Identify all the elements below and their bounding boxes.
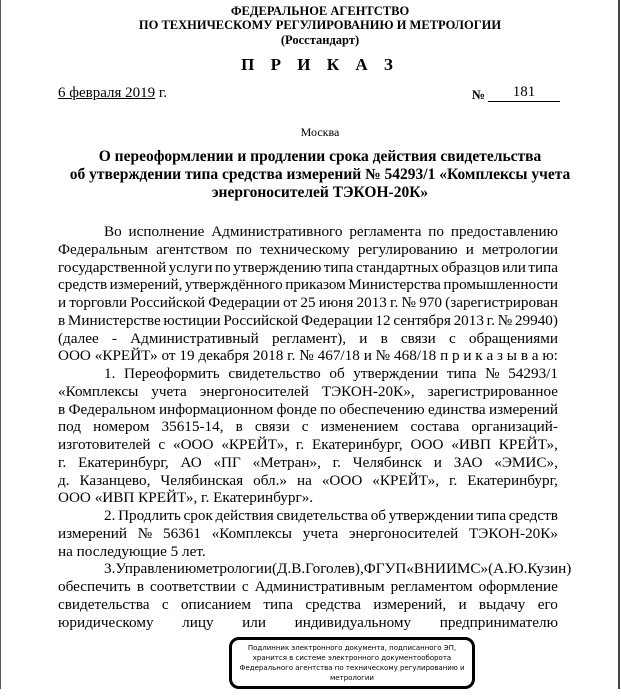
body-word: средств xyxy=(58,276,108,294)
body-word: «КРЕЙТ» xyxy=(94,347,158,365)
body-word: декабря xyxy=(198,347,250,365)
body-word: исполнение xyxy=(128,223,205,240)
body-word: с xyxy=(158,436,166,453)
body-word: г. xyxy=(332,453,341,471)
body-word: измерений xyxy=(489,400,558,418)
body-word: лицу xyxy=(182,613,214,631)
body-word: 2013 xyxy=(356,294,387,311)
body-word: свидетельства xyxy=(58,595,150,613)
body-word: учета xyxy=(151,382,187,400)
stamp-text-line4: метрологии xyxy=(330,674,374,683)
body-word: г. xyxy=(287,347,296,365)
body-line xyxy=(58,525,558,543)
body-word: приказом xyxy=(285,276,346,294)
body-word: изготовителей xyxy=(58,436,151,453)
order-date-value: 6 февраля 2019 xyxy=(58,85,156,101)
body-word: от xyxy=(161,347,176,365)
page-right-edge xyxy=(618,0,620,689)
body-word: «Комплексы xyxy=(58,382,139,400)
body-word: утверждённого xyxy=(184,276,283,294)
body-word: срок xyxy=(183,507,213,524)
body-word: и xyxy=(458,595,467,613)
body-word: ООО xyxy=(410,436,444,453)
body-word: типа xyxy=(528,258,558,276)
body-word: ФГУП xyxy=(363,560,407,578)
body-word: и xyxy=(433,453,442,471)
body-word: по xyxy=(428,223,445,240)
body-word: зарегистрированное xyxy=(427,382,558,400)
body-word: № xyxy=(485,365,500,382)
body-word: метрологии xyxy=(482,240,558,258)
body-word: средства xyxy=(305,595,362,613)
body-word: в xyxy=(136,578,144,595)
body-word: энергоносителей xyxy=(199,382,309,400)
body-word: г. xyxy=(390,294,399,311)
body-word: Челябинск xyxy=(352,453,423,471)
body-word: на xyxy=(296,471,312,489)
order-number: 181 xyxy=(488,84,560,102)
body-word: Административным xyxy=(254,578,385,595)
body-word: 2018 xyxy=(252,347,284,365)
body-word: № xyxy=(401,294,417,311)
body-word: АО xyxy=(180,453,202,471)
body-word: Продлить xyxy=(118,507,181,524)
body-line xyxy=(58,241,558,259)
body-word: «КРЕЙТ», xyxy=(372,471,439,489)
body-word: свидетельство xyxy=(228,365,321,382)
body-line xyxy=(58,312,558,330)
body-word: Федерации xyxy=(300,311,373,329)
body-word: № xyxy=(497,311,513,329)
stamp-text-line1: Подлинник электронного документа, подписанного ЭП, xyxy=(247,644,457,653)
body-word: учета xyxy=(302,524,339,542)
body-word: Федеральным xyxy=(58,240,148,258)
order-date-suffix: г. xyxy=(155,85,168,101)
body-word: 29940) xyxy=(514,311,558,329)
body-word: Казанцево, xyxy=(79,471,151,489)
body-word: 25 xyxy=(300,294,316,311)
body-word: с xyxy=(448,329,456,347)
body-word: Федеральном xyxy=(68,400,156,418)
body-word: метрологии xyxy=(196,560,272,578)
body-line xyxy=(58,347,558,365)
body-word: информационном xyxy=(158,400,274,418)
body-word: обращениями xyxy=(468,329,558,347)
body-word: энергоносителей xyxy=(349,524,459,542)
body-word: выдачу xyxy=(478,595,526,613)
body-word: ЗАО xyxy=(453,453,483,471)
order-title-line2: об утверждении типа средства измерений № 54293/1 «Комплексы учета xyxy=(69,166,571,183)
body-word: и xyxy=(465,240,474,258)
stamp-text-line3: Федерального агентства по техническому регулированию и xyxy=(239,664,465,673)
body-word: Переоформить xyxy=(123,365,220,382)
body-word: и xyxy=(58,294,67,311)
body-line xyxy=(58,578,558,596)
body-line xyxy=(58,560,572,578)
stamp-text-line2: хранится в системе электронного документооборота xyxy=(252,654,452,663)
body-word: утверждении xyxy=(353,365,439,382)
body-word: по xyxy=(236,240,252,258)
body-word: 1. xyxy=(104,365,116,382)
body-line xyxy=(58,259,558,277)
order-title-line1: О переоформлении и продлении срока действия свидетельства xyxy=(98,148,542,165)
body-word: (далее xyxy=(58,329,99,347)
body-word: обеспечить xyxy=(58,578,131,595)
body-word: № xyxy=(137,524,153,542)
body-word: Административного xyxy=(211,223,343,240)
body-word: (зарегистрирован xyxy=(445,294,558,311)
body-word: 2013 xyxy=(453,311,484,329)
body-word: от xyxy=(283,294,298,311)
body-word: юстиции xyxy=(163,311,221,329)
body-word: 2. xyxy=(104,507,116,524)
body-word: единства xyxy=(428,400,486,418)
body-word: ООО «ИВП КРЕЙТ», г. Екатеринбург». xyxy=(58,489,314,507)
body-word: Министерства xyxy=(348,276,441,294)
body-word: описанием xyxy=(180,595,252,613)
body-word: КРЕЙТ», xyxy=(498,436,558,453)
body-word: г. xyxy=(58,453,67,471)
body-word: предоставлению xyxy=(450,223,558,240)
body-word: «Комплексы xyxy=(211,524,292,542)
body-line xyxy=(58,418,558,436)
body-word: (А.Ю. xyxy=(488,560,528,578)
body-word: д. xyxy=(58,471,70,489)
body-word: регламент), xyxy=(271,329,347,347)
document-type-heading: П Р И К А З xyxy=(241,55,399,74)
body-word: «ООО xyxy=(321,471,363,489)
body-word: Екатеринбург, xyxy=(467,471,558,489)
body-word: об xyxy=(329,365,345,382)
body-word: 56361 xyxy=(162,524,201,542)
body-word: типа xyxy=(446,365,477,382)
body-word: ТЭКОН-20К», xyxy=(321,382,415,400)
body-word: 467/18 xyxy=(317,347,360,365)
body-word: индивидуальному xyxy=(294,613,412,631)
body-word: измерений xyxy=(58,524,127,542)
body-word: Кузин) xyxy=(527,560,572,578)
body-word: (Д.В. xyxy=(272,560,306,578)
body-word: по xyxy=(320,400,336,418)
body-line xyxy=(58,454,558,472)
order-body xyxy=(58,223,572,631)
body-word: типа xyxy=(323,258,354,276)
body-word: Гоголев), xyxy=(305,560,364,578)
body-word: «Метран», xyxy=(252,453,321,471)
body-word: г. xyxy=(486,311,495,329)
body-line xyxy=(58,596,558,614)
body-word: связи xyxy=(400,329,436,347)
body-word: измерений, xyxy=(109,276,183,294)
body-word: Челябинская xyxy=(160,471,244,489)
body-word: сентября xyxy=(393,311,451,329)
body-word: «КРЕЙТ», xyxy=(221,436,289,453)
body-word: обеспечению xyxy=(339,400,425,418)
body-word: в xyxy=(380,329,388,347)
body-word: его xyxy=(537,595,558,613)
body-word: - xyxy=(111,329,117,347)
electronic-signature-stamp xyxy=(229,637,475,689)
body-word: образцов xyxy=(441,258,500,276)
body-word: стандартных xyxy=(355,258,439,276)
body-word: с xyxy=(241,578,249,595)
body-line xyxy=(58,489,558,507)
body-line xyxy=(58,330,558,348)
body-word: Екатеринбург, xyxy=(312,436,403,453)
body-word: или xyxy=(242,613,266,631)
body-word: 3. xyxy=(104,560,116,578)
body-word: г. xyxy=(295,436,305,453)
body-word: г. xyxy=(448,471,458,489)
body-word: «ИВП xyxy=(451,436,491,453)
order-content xyxy=(58,0,572,689)
body-word: об xyxy=(370,507,387,524)
order-city: Москва xyxy=(300,125,340,139)
body-word: Управлению xyxy=(115,560,197,578)
body-word: 970 xyxy=(419,294,442,311)
body-word: Российской xyxy=(130,294,206,311)
body-word: фонде xyxy=(276,400,317,418)
body-word: под xyxy=(58,418,82,436)
body-word: типа xyxy=(476,507,507,524)
page-left-edge xyxy=(0,0,1,689)
body-word: утверждении xyxy=(388,507,474,524)
body-word: организаций- xyxy=(471,418,558,436)
body-word: 35615-14, xyxy=(161,418,224,436)
body-word: 19 xyxy=(179,347,195,365)
agency-name-line2: ПО ТЕХНИЧЕСКОМУ РЕГУЛИРОВАНИЮ И МЕТРОЛОГИИ xyxy=(138,18,502,32)
body-word: Во xyxy=(104,223,122,240)
agency-short-name: (Росстандарт) xyxy=(280,33,360,47)
body-word: изменением xyxy=(320,418,399,436)
body-word: Министерстве xyxy=(67,311,161,329)
body-word: номером xyxy=(93,418,150,436)
body-word: «ООО xyxy=(172,436,214,453)
body-word: юридическому xyxy=(58,613,154,631)
body-word: по xyxy=(214,258,231,276)
body-word: связи xyxy=(254,418,290,436)
body-line xyxy=(58,507,558,525)
body-word: 468/18 xyxy=(394,347,437,365)
body-word: 12 xyxy=(375,311,391,329)
body-word: с xyxy=(301,418,309,436)
body-word: услуги xyxy=(168,258,213,276)
body-word: агентством xyxy=(156,240,228,258)
body-word: торговли xyxy=(69,294,128,311)
body-word: в xyxy=(58,311,66,329)
body-word: регламента xyxy=(349,223,422,240)
body-line xyxy=(58,294,558,312)
body-line xyxy=(58,543,558,561)
body-line xyxy=(58,472,558,490)
body-word: № xyxy=(299,347,314,365)
body-word: Российской xyxy=(223,311,299,329)
body-word: утверждению xyxy=(233,258,322,276)
body-word: регламентом xyxy=(390,578,473,595)
body-word: «ПГ xyxy=(213,453,241,471)
body-word: регулированию xyxy=(357,240,458,258)
body-word: 54293/1 xyxy=(508,365,558,382)
body-word: Екатеринбург, xyxy=(78,453,169,471)
body-word: «ВНИИМС» xyxy=(406,560,489,578)
body-word: типа xyxy=(263,595,293,613)
body-word: оформление xyxy=(478,578,558,595)
body-word: промышленности xyxy=(443,276,558,294)
body-word: ООО xyxy=(58,347,91,365)
body-word: на последующие 5 лет. xyxy=(58,542,206,560)
body-word: действия xyxy=(215,507,274,524)
body-word: в xyxy=(58,400,66,418)
body-word: государственной xyxy=(58,258,167,276)
body-word: Административный xyxy=(130,329,259,347)
body-word: предпринимателю xyxy=(439,613,558,631)
body-word: в xyxy=(235,418,243,436)
body-word: соответствии xyxy=(149,578,236,595)
body-word: свидетельства xyxy=(276,507,368,524)
agency-name-line1: ФЕДЕРАЛЬНОЕ АГЕНТСТВО xyxy=(230,4,410,18)
body-line xyxy=(58,365,558,383)
body-line xyxy=(58,401,558,419)
body-word: ТЭКОН-20К» xyxy=(469,524,558,542)
body-word: с xyxy=(161,595,169,613)
order-number-label: № xyxy=(472,87,486,102)
body-word: п р и к а з ы в а ю: xyxy=(440,347,558,365)
body-word: июня xyxy=(318,294,354,311)
body-word: средств xyxy=(508,507,558,524)
body-word: измерений, xyxy=(373,595,447,613)
body-word: и xyxy=(359,329,368,347)
body-line xyxy=(58,276,558,294)
body-word: и xyxy=(363,347,372,365)
body-word: «ЭМИС», xyxy=(494,453,558,471)
body-word: обл.» xyxy=(253,471,288,489)
body-word: Федерации xyxy=(208,294,280,311)
body-line xyxy=(58,614,558,632)
body-line xyxy=(58,223,558,241)
body-word: состава xyxy=(410,418,460,436)
body-line xyxy=(58,383,558,401)
body-word: № xyxy=(375,347,391,365)
body-word: техническому xyxy=(260,240,350,258)
body-line xyxy=(58,436,558,454)
order-title-line3: энергоносителей ТЭКОН-20К» xyxy=(211,184,429,201)
body-word: или xyxy=(502,258,526,276)
